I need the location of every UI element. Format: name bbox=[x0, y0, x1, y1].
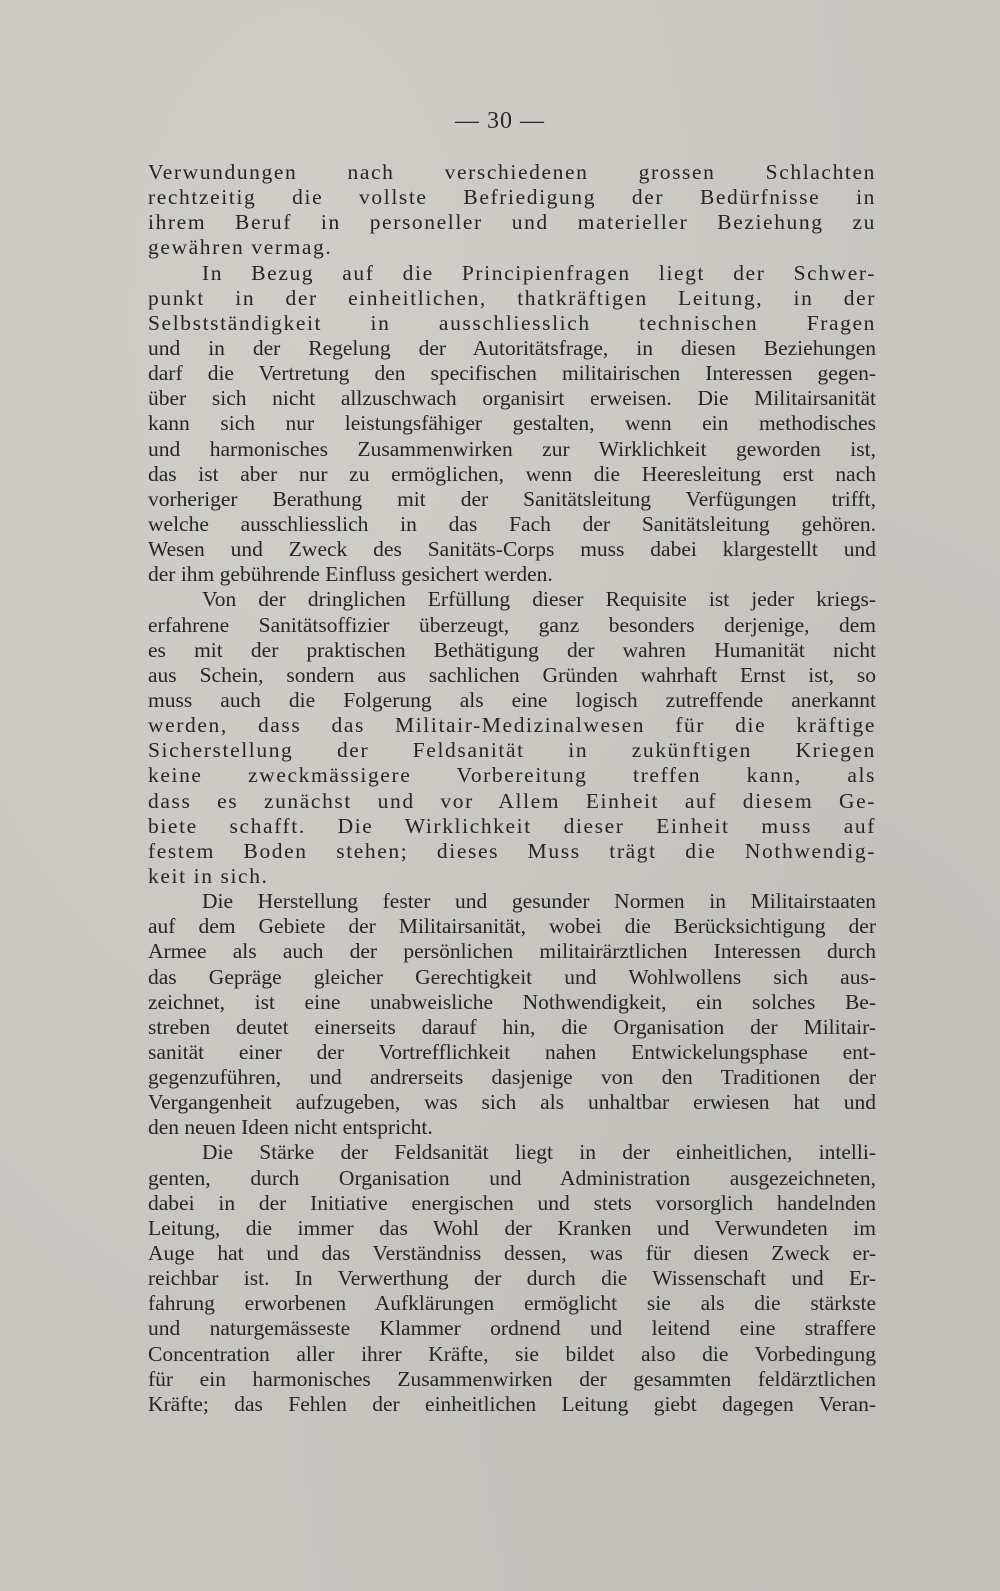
text-line: Die Herstellung fester und gesunder Normen in Militairstaaten bbox=[202, 889, 876, 914]
text-line: für ein harmonisches Zusammenwirken der gesammten feldärztlichen bbox=[148, 1366, 876, 1391]
text-line: streben deutet einerseits darauf hin, die Organisation der Militair- bbox=[148, 1014, 876, 1039]
text-line: dabei in der Initiative energischen und stets vorsorglich handelnden bbox=[148, 1190, 876, 1215]
text-line: es mit der praktischen Bethätigung der wahren Humanität nicht bbox=[148, 637, 876, 662]
text-line: und naturgemässeste Klammer ordnend und leitend eine straffere bbox=[148, 1316, 876, 1341]
text-line: rechtzeitig die vollste Befriedigung der Bedürfnisse in bbox=[148, 185, 876, 210]
text-line: Selbstständigkeit in ausschliesslich technischen Fragen bbox=[148, 310, 876, 335]
text-line: Concentration aller ihrer Kräfte, sie bildet also die Vorbedingung bbox=[148, 1341, 876, 1366]
text-line: sanität einer der Vortrefflichkeit nahen Entwickelungsphase ent- bbox=[148, 1039, 876, 1064]
text-line: Armee als auch der persönlichen militairärztlichen Interessen durch bbox=[148, 939, 876, 964]
text-line: und in der Regelung der Autoritätsfrage, in diesen Beziehungen bbox=[148, 335, 876, 360]
text-line: keine zweckmässigere Vorbereitung treffen kann, als bbox=[148, 763, 876, 788]
text-line: punkt in der einheitlichen, thatkräftigen Leitung, in der bbox=[148, 285, 876, 310]
text-line: reichbar ist. In Verwerthung der durch die Wissenschaft und Er- bbox=[148, 1266, 876, 1291]
body-text bbox=[148, 160, 876, 1417]
page-number: — 30 — bbox=[455, 108, 545, 134]
text-line: Von der dringlichen Erfüllung dieser Requisite ist jeder kriegs- bbox=[202, 587, 876, 612]
text-line: werden, dass das Militair-Medizinalwesen für die kräftige bbox=[148, 713, 876, 738]
text-line: Die Stärke der Feldsanität liegt in der einheitlichen, intelli- bbox=[202, 1140, 876, 1165]
text-line: biete schafft. Die Wirklichkeit dieser Einheit muss auf bbox=[148, 813, 876, 838]
text-line: Auge hat und das Verständniss dessen, was für diesen Zweck er- bbox=[148, 1241, 876, 1266]
text-line: aus Schein, sondern aus sachlichen Gründen wahrhaft Ernst ist, so bbox=[148, 662, 876, 687]
text-line: dass es zunächst und vor Allem Einheit auf diesem Ge- bbox=[148, 788, 876, 813]
text-line: fahrung erworbenen Aufklärungen ermöglicht sie als die stärkste bbox=[148, 1291, 876, 1316]
text-line: das ist aber nur zu ermöglichen, wenn die Heeresleitung erst nach bbox=[148, 461, 876, 486]
text-line: Leitung, die immer das Wohl der Kranken und Verwundeten im bbox=[148, 1215, 876, 1240]
text-line: darf die Vertretung den specifischen militairischen Interessen gegen- bbox=[148, 361, 876, 386]
text-line: das Gepräge gleicher Gerechtigkeit und Wohlwollens sich aus- bbox=[148, 964, 876, 989]
text-line: muss auch die Folgerung als eine logisch zutreffende anerkannt bbox=[148, 687, 876, 712]
text-line: den neuen Ideen nicht entspricht. bbox=[148, 1115, 433, 1140]
text-line: kann sich nur leistungsfähiger gestalten, wenn ein methodisches bbox=[148, 411, 876, 436]
text-line: Kräfte; das Fehlen der einheitlichen Leitung giebt dagegen Veran- bbox=[148, 1391, 876, 1416]
text-line: erfahrene Sanitätsoffizier überzeugt, ganz besonders derjenige, dem bbox=[148, 612, 876, 637]
text-line: ihrem Beruf in personeller und materieller Beziehung zu bbox=[148, 210, 876, 235]
text-line: welche ausschliesslich in das Fach der Sanitätsleitung gehören. bbox=[148, 511, 876, 536]
text-line: gegenzuführen, und andrerseits dasjenige von den Traditionen der bbox=[148, 1065, 876, 1090]
text-line: auf dem Gebiete der Militairsanität, wobei die Berücksichtigung der bbox=[148, 914, 876, 939]
text-line: keit in sich. bbox=[148, 863, 269, 888]
text-line: gewähren vermag. bbox=[148, 235, 333, 260]
text-line: vorheriger Berathung mit der Sanitätsleitung Verfügungen trifft, bbox=[148, 486, 876, 511]
text-line: In Bezug auf die Principienfragen liegt der Schwer- bbox=[202, 260, 876, 285]
text-line: zeichnet, ist eine unabweisliche Nothwendigkeit, ein solches Be- bbox=[148, 989, 876, 1014]
text-line: festem Boden stehen; dieses Muss trägt die Nothwendig- bbox=[148, 838, 876, 863]
text-line: der ihm gebührende Einfluss gesichert werden. bbox=[148, 562, 553, 587]
text-line: und harmonisches Zusammenwirken zur Wirklichkeit geworden ist, bbox=[148, 436, 876, 461]
text-line: Vergangenheit aufzugeben, was sich als unhaltbar erwiesen hat und bbox=[148, 1090, 876, 1115]
text-line: Wesen und Zweck des Sanitäts-Corps muss dabei klargestellt und bbox=[148, 537, 876, 562]
text-line: Verwundungen nach verschiedenen grossen Schlachten bbox=[148, 160, 876, 184]
text-line: genten, durch Organisation und Administration ausgezeichneten, bbox=[148, 1165, 876, 1190]
text-line: über sich nicht allzuschwach organisirt erweisen. Die Militairsanität bbox=[148, 386, 876, 411]
text-line: Sicherstellung der Feldsanität in zukünftigen Kriegen bbox=[148, 738, 876, 763]
